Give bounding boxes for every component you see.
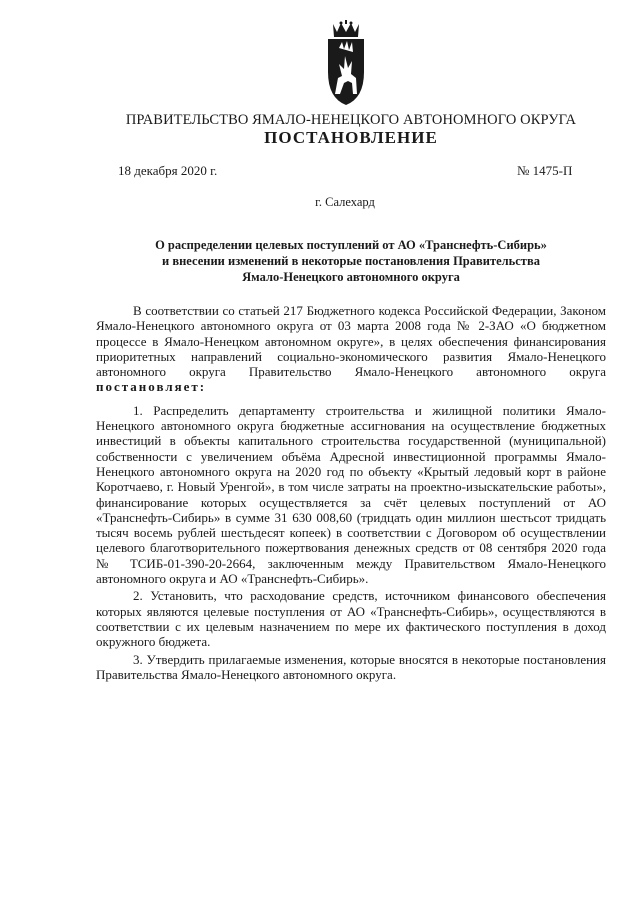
resolution-item: 1. Распределить департаменту строительства и жилищной политики Ямало-Ненецкого автономного округа бюджетные ассигнования на осуществление бюджетных инвестиций в объекты капитального строительства государственной (муниципальной) собственности с увеличением объёма Адресной инвестиционной программы Ямало-Ненецкого автономного округа на 2020 год по объекту «Крытый ледовый корт в районе Коротчаево, г. Новый Уренгой», в том числе затраты на проектно-изыскательские работы», финансирование которых осуществляется за счёт целевых поступлений от АО «Транснефть-Сибирь» в сумме 31 630 008,60 (тридцать один миллион шестьсот тридцать тысяч восемь рублей шестьдесят копеек) в соответствии с Договором об осуществлении целевого благотворительного пожертвования денежных средств от 08 сентября 2020 года № ТСИБ-01-390-20-2664, заключенным между Правительством Ямало-Ненецкого автономного округа и АО «Транснефть-Сибирь». (96, 402, 606, 587)
preamble-paragraph (96, 303, 606, 395)
document-city: г. Салехард (315, 195, 375, 209)
document-type: ПОСТАНОВЛЕНИЕ (264, 128, 438, 147)
preamble-text: В соответствии со статьей 217 Бюджетного кодекса Российской Федерации, Законом Ямало-Ненецкого автономного округа от 03 марта 2008 года № 2-ЗАО «О бюджетном процессе в Ямало-Ненецком автономном округе», в целях обеспечения финансирования приоритетных направлений социально-экономического развития Ямало-Ненецкого автономного округа Правительство Ямало-Ненецкого автономного округа (96, 303, 606, 380)
document-heading (96, 237, 606, 285)
resolve-word: постановляет: (96, 379, 207, 395)
heading-line: Ямало-Ненецкого автономного округа (242, 270, 460, 284)
government-name: ПРАВИТЕЛЬСТВО ЯМАЛО-НЕНЕЦКОГО АВТОНОМНОГО ОКРУГА (125, 112, 577, 128)
document-date: 18 декабря 2020 г. (118, 163, 218, 178)
coat-of-arms-icon (324, 20, 368, 106)
document-number: № 1475-П (517, 163, 573, 178)
resolution-item: 2. Установить, что расходование средств, источником финансового обеспечения которых являются целевые поступления от АО «Транснефть-Сибирь», осуществляются в соответствии с их целевым назначением по мере их фактического поступления в доход окружного бюджета. (96, 588, 606, 650)
resolution-item: 3. Утвердить прилагаемые изменения, которые вносятся в некоторые постановления Правительства Ямало-Ненецкого автономного округа. (96, 651, 606, 682)
document-body (96, 303, 606, 682)
heading-line: и внесении изменений в некоторые постановления Правительства (162, 254, 540, 268)
heading-line: О распределении целевых поступлений от АО «Транснефть-Сибирь» (155, 238, 547, 252)
